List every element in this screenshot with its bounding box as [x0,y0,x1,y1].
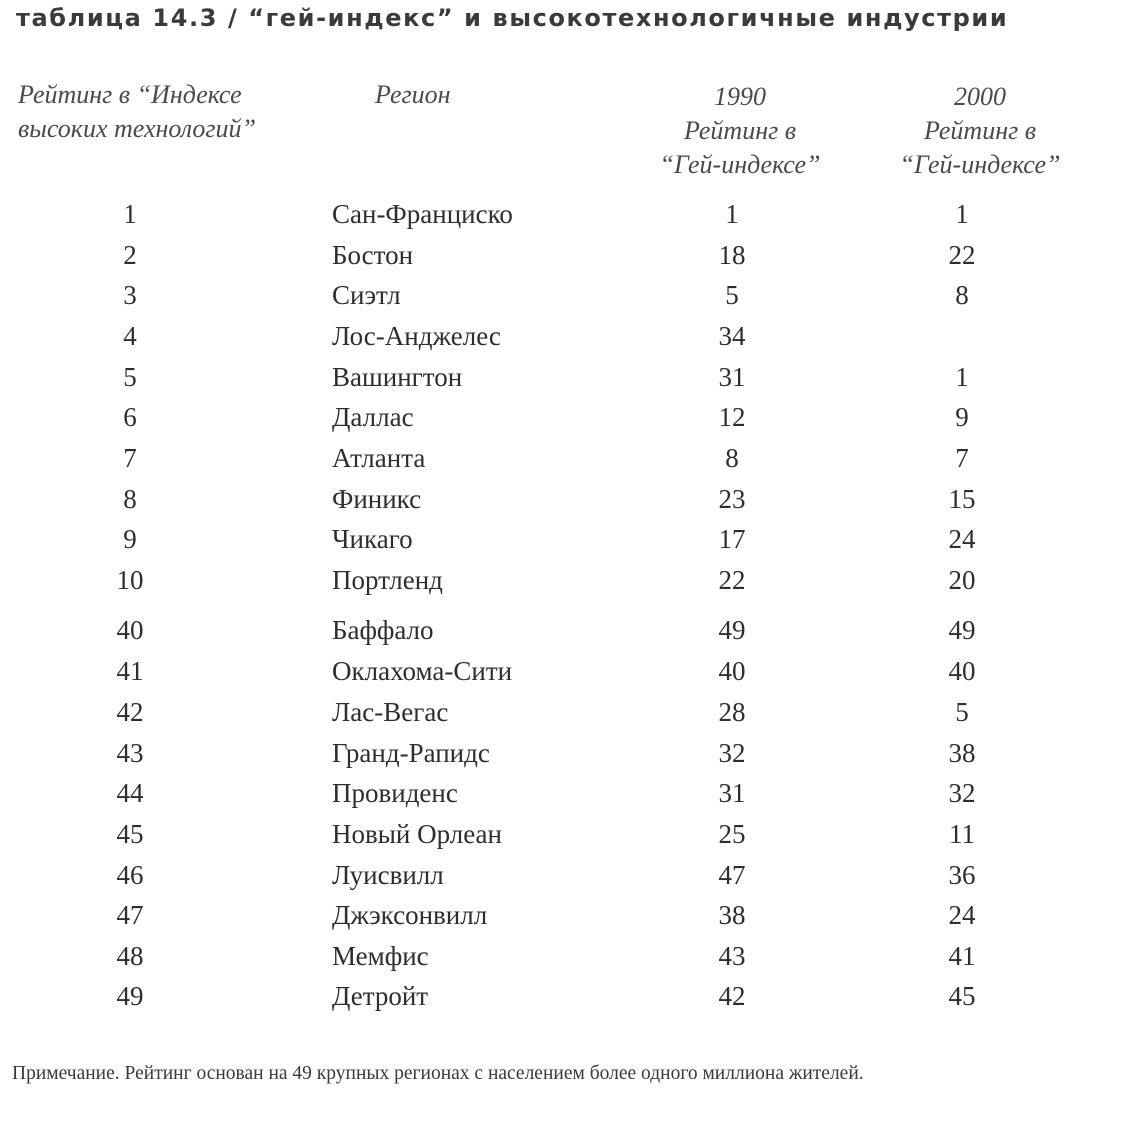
region-cell: Гранд-Рапидс [332,738,490,768]
table-row [0,610,1129,650]
table-row [0,814,1129,854]
high-tech-rank-cell: 46 [116,860,144,890]
gay-index-1990-cell: 25 [718,819,746,849]
gay-index-1990-cell: 49 [718,615,746,645]
gay-index-2000-cell: 49 [948,615,976,645]
region-cell: Портленд [332,565,443,595]
region-cell: Даллас [332,402,414,432]
region-cell: Сиэтл [332,280,401,310]
high-tech-rank-cell: 41 [116,656,144,686]
high-tech-rank-cell: 5 [123,362,137,392]
region-cell: Мемфис [332,941,429,971]
region-cell: Детройт [332,981,429,1011]
header-1990-line-3: “Гей-индексе” [659,150,821,179]
table-row [0,976,1129,1016]
header-high-tech-rank-line-2: высоких технологий” [18,114,257,143]
gay-index-1990-cell: 22 [718,565,746,595]
gay-index-1990-cell: 8 [725,443,739,473]
table-row [0,519,1129,559]
high-tech-rank-cell: 10 [116,565,144,595]
gay-index-2000-cell: 8 [955,280,969,310]
region-cell: Бостон [332,240,414,270]
high-tech-rank-cell: 49 [116,981,144,1011]
gay-index-2000-cell: 1 [955,199,969,229]
region-cell: Чикаго [332,524,413,554]
table-row [0,479,1129,519]
gay-index-2000-cell: 32 [948,778,976,808]
region-cell: Баффало [332,615,434,645]
gay-index-2000-cell: 15 [948,484,976,514]
header-high-tech-rank-line-1: Рейтинг в “Индексе [18,80,242,109]
gay-index-1990-cell: 34 [718,321,746,351]
table-row [0,692,1129,732]
high-tech-rank-cell: 6 [123,402,137,432]
gay-index-1990-cell: 23 [718,484,746,514]
header-2000-line-2: Рейтинг в [923,116,1037,145]
table-row [0,936,1129,976]
high-tech-rank-cell: 43 [116,738,144,768]
high-tech-rank-cell: 40 [116,615,144,645]
high-tech-rank-cell: 8 [123,484,137,514]
table-row [0,733,1129,773]
gay-index-1990-cell: 5 [725,280,739,310]
region-cell: Новый Орлеан [332,819,502,849]
gay-index-1990-cell: 12 [718,402,746,432]
table-row [0,560,1129,600]
region-cell: Атланта [332,443,426,473]
table-row [0,855,1129,895]
gay-index-1990-cell: 28 [718,697,746,727]
gay-index-2000-cell: 24 [948,900,976,930]
region-cell: Сан-Франциско [332,199,513,229]
gay-index-2000-cell: 41 [948,941,976,971]
region-cell: Лос-Анджелес [332,321,501,351]
table-row [0,194,1129,234]
region-cell: Лас-Вегас [332,697,449,727]
gay-index-2000-cell: 36 [948,860,976,890]
gay-index-2000-cell: 38 [948,738,976,768]
gay-index-2000-cell: 24 [948,524,976,554]
gay-index-1990-cell: 31 [718,362,746,392]
high-tech-rank-cell: 3 [123,280,137,310]
gay-index-2000-cell: 45 [948,981,976,1011]
table-title: таблица 14.3 / “гей-индекс” и высокотехнологичные индустрии [16,4,1009,32]
high-tech-rank-cell: 7 [123,443,137,473]
high-tech-rank-cell: 44 [116,778,144,808]
gay-index-2000-cell: 11 [949,819,975,849]
region-cell: Вашингтон [332,362,463,392]
gay-index-1990-cell: 18 [718,240,746,270]
high-tech-rank-cell: 4 [123,321,137,351]
gay-index-1990-cell: 1 [725,199,739,229]
table-row [0,773,1129,813]
header-high-tech-rank [18,78,256,146]
gay-index-2000-cell: 9 [955,402,969,432]
header-gay-index-1990 [640,80,840,182]
gay-index-2000-cell: 5 [955,697,969,727]
region-cell: Оклахома-Сити [332,656,513,686]
header-1990-line-2: Рейтинг в [683,116,797,145]
region-cell: Джэксонвилл [332,900,488,930]
table-row [0,357,1129,397]
high-tech-rank-cell: 47 [116,900,144,930]
table-row [0,651,1129,691]
table-row [0,316,1129,356]
header-region: Регион [375,80,451,109]
high-tech-rank-cell: 2 [123,240,137,270]
gay-index-2000-cell: 40 [948,656,976,686]
high-tech-rank-cell: 48 [116,941,144,971]
header-2000-year: 2000 [954,82,1006,111]
gay-index-1990-cell: 40 [718,656,746,686]
header-gay-index-2000 [880,80,1080,182]
gay-index-1990-cell: 47 [718,860,746,890]
region-cell: Луисвилл [332,860,444,890]
gay-index-2000-cell: 22 [948,240,976,270]
gay-index-2000-cell: 20 [948,565,976,595]
gay-index-2000-cell: 7 [955,443,969,473]
region-cell: Финикс [332,484,422,514]
table-row [0,235,1129,275]
table-row [0,895,1129,935]
gay-index-1990-cell: 17 [718,524,746,554]
high-tech-rank-cell: 45 [116,819,144,849]
gay-index-1990-cell: 43 [718,941,746,971]
high-tech-rank-cell: 9 [123,524,137,554]
table-row [0,397,1129,437]
high-tech-rank-cell: 1 [123,199,137,229]
gay-index-1990-cell: 38 [718,900,746,930]
gay-index-1990-cell: 42 [718,981,746,1011]
gay-index-2000-cell: 1 [955,362,969,392]
gay-index-1990-cell: 32 [718,738,746,768]
table-note: Примечание. Рейтинг основан на 49 крупных регионах с населением более одного миллиона жителей. [12,1063,864,1084]
gay-index-1990-cell: 31 [718,778,746,808]
header-2000-line-3: “Гей-индексе” [899,150,1061,179]
header-1990-year: 1990 [714,82,766,111]
high-tech-rank-cell: 42 [116,697,144,727]
table-row [0,438,1129,478]
table-row [0,275,1129,315]
region-cell: Провиденс [332,778,458,808]
